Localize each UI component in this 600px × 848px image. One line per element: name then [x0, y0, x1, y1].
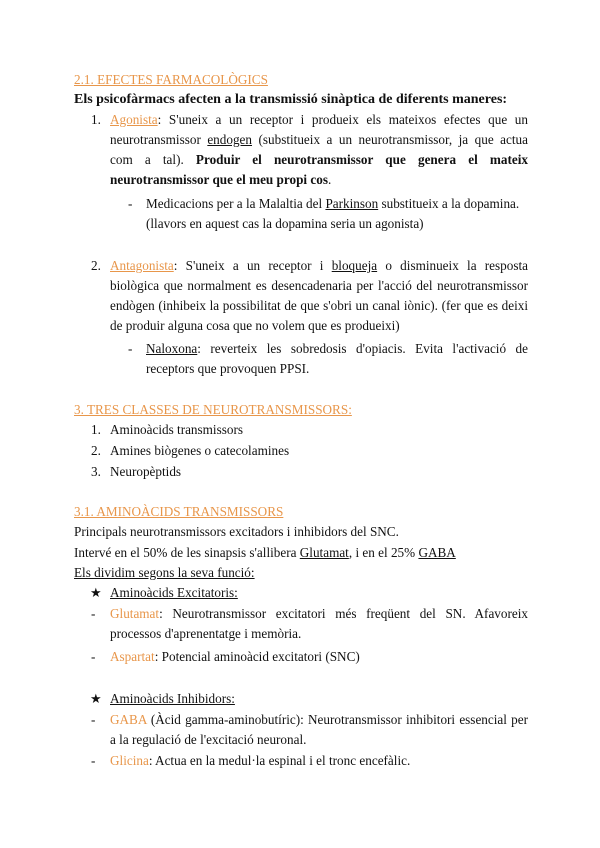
agonista-line-2: neurotransmissor endogen (substitueix a un neurotransmissor, ja que actua [110, 132, 528, 147]
bullet-dash: - [91, 712, 96, 727]
gaba-line-2: a la regulació de l'excitació neuronal. [110, 732, 307, 747]
class-item: Aminoàcids transmissors [110, 422, 243, 437]
agonista-line-4: neurotransmissor que el meu propi cos. [110, 172, 332, 187]
naloxona-term: Naloxona [146, 341, 198, 356]
paragraph: Principals neurotransmissors excitadors i inhibidors del SNC. [74, 524, 399, 539]
antagonista-line-2: biològica que normalment es desencadenaria per l'acció del neurotransmissor [110, 278, 528, 293]
class-item: Amines biògenes o catecolamines [110, 443, 290, 458]
bullet-dash: - [128, 341, 133, 356]
antagonista-term: Antagonista [110, 258, 174, 273]
agonista-line-3: com a tal). Produir el neurotransmissor que genera el mateix [110, 152, 528, 167]
gaba-line-1: GABA (Àcid gamma-aminobutíric): Neurotransmissor inhibitori essencial per [110, 712, 528, 727]
list-number: 2. [91, 258, 101, 273]
glutamat-line-2: processos d'aprenentatge i memòria. [110, 626, 302, 641]
inhibitory-title: Aminoàcids Inhibidors: [110, 691, 235, 706]
antagonista-line-3: endògen (inhibeix la possibilitat de que s'obri un canal iònic). (fer que es deixi [110, 298, 528, 313]
paragraph: Els dividim segons la seva funció: [74, 565, 255, 580]
aspartat-term: Aspartat [110, 649, 155, 664]
star-icon: ★ [90, 691, 102, 706]
list-number: 1. [91, 112, 101, 127]
glicina-term: Glicina [110, 753, 149, 768]
intro-sentence: Els psicofàrmacs afecten a la transmissió sinàptica de diferents maneres: [74, 92, 508, 107]
excitatory-title: Aminoàcids Excitatoris: [110, 585, 238, 600]
agonista-term: Agonista [110, 112, 158, 127]
agonista-sub-line-2: (llavors en aquest cas la dopamina seria un agonista) [146, 216, 424, 231]
naloxona-line-1: Naloxona: reverteix les sobredosis d'opiacis. Evita l'activació de [146, 341, 528, 356]
star-icon: ★ [90, 585, 102, 600]
glutamat-term: Glutamat [110, 606, 160, 621]
section-heading-3: 3. TRES CLASSES DE NEUROTRANSMISSORS: [74, 402, 352, 417]
antagonista-line-1: Antagonista: S'uneix a un receptor i bloqueja o disminueix la resposta [110, 258, 528, 273]
section-heading-2-1: 2.1. EFECTES FARMACOLÒGICS [74, 72, 268, 87]
bullet-dash: - [91, 649, 96, 664]
aspartat-line: Aspartat: Potencial aminoàcid excitatori (SNC) [110, 649, 360, 664]
agonista-sub-line-1: Medicacions per a la Malaltia del Parkinson substitueix a la dopamina. [146, 196, 520, 211]
section-heading-3-1: 3.1. AMINOÀCIDS TRANSMISSORS [74, 504, 284, 519]
antagonista-line-4: de produir alguna cosa que no volem que es produeixi) [110, 318, 400, 333]
bullet-dash: - [91, 606, 96, 621]
glutamat-line-1: Glutamat: Neurotransmissor excitatori més freqüent del SN. Afavoreix [110, 606, 528, 621]
agonista-line-1: Agonista: S'uneix a un receptor i produeix els mateixos efectes que un [110, 112, 528, 127]
bullet-dash: - [91, 753, 96, 768]
gaba-term: GABA [110, 712, 147, 727]
naloxona-line-2: receptors que provoquen PPSI. [146, 361, 310, 376]
list-number: 3. [91, 464, 101, 479]
paragraph: Intervé en el 50% de les sinapsis s'allibera Glutamat, i en el 25% GABA [74, 545, 456, 560]
class-item: Neuropèptids [110, 464, 182, 479]
list-number: 2. [91, 443, 101, 458]
list-number: 1. [91, 422, 101, 437]
bullet-dash: - [128, 196, 133, 211]
glicina-line: Glicina: Actua en la medul·la espinal i el tronc encefàlic. [110, 753, 411, 768]
